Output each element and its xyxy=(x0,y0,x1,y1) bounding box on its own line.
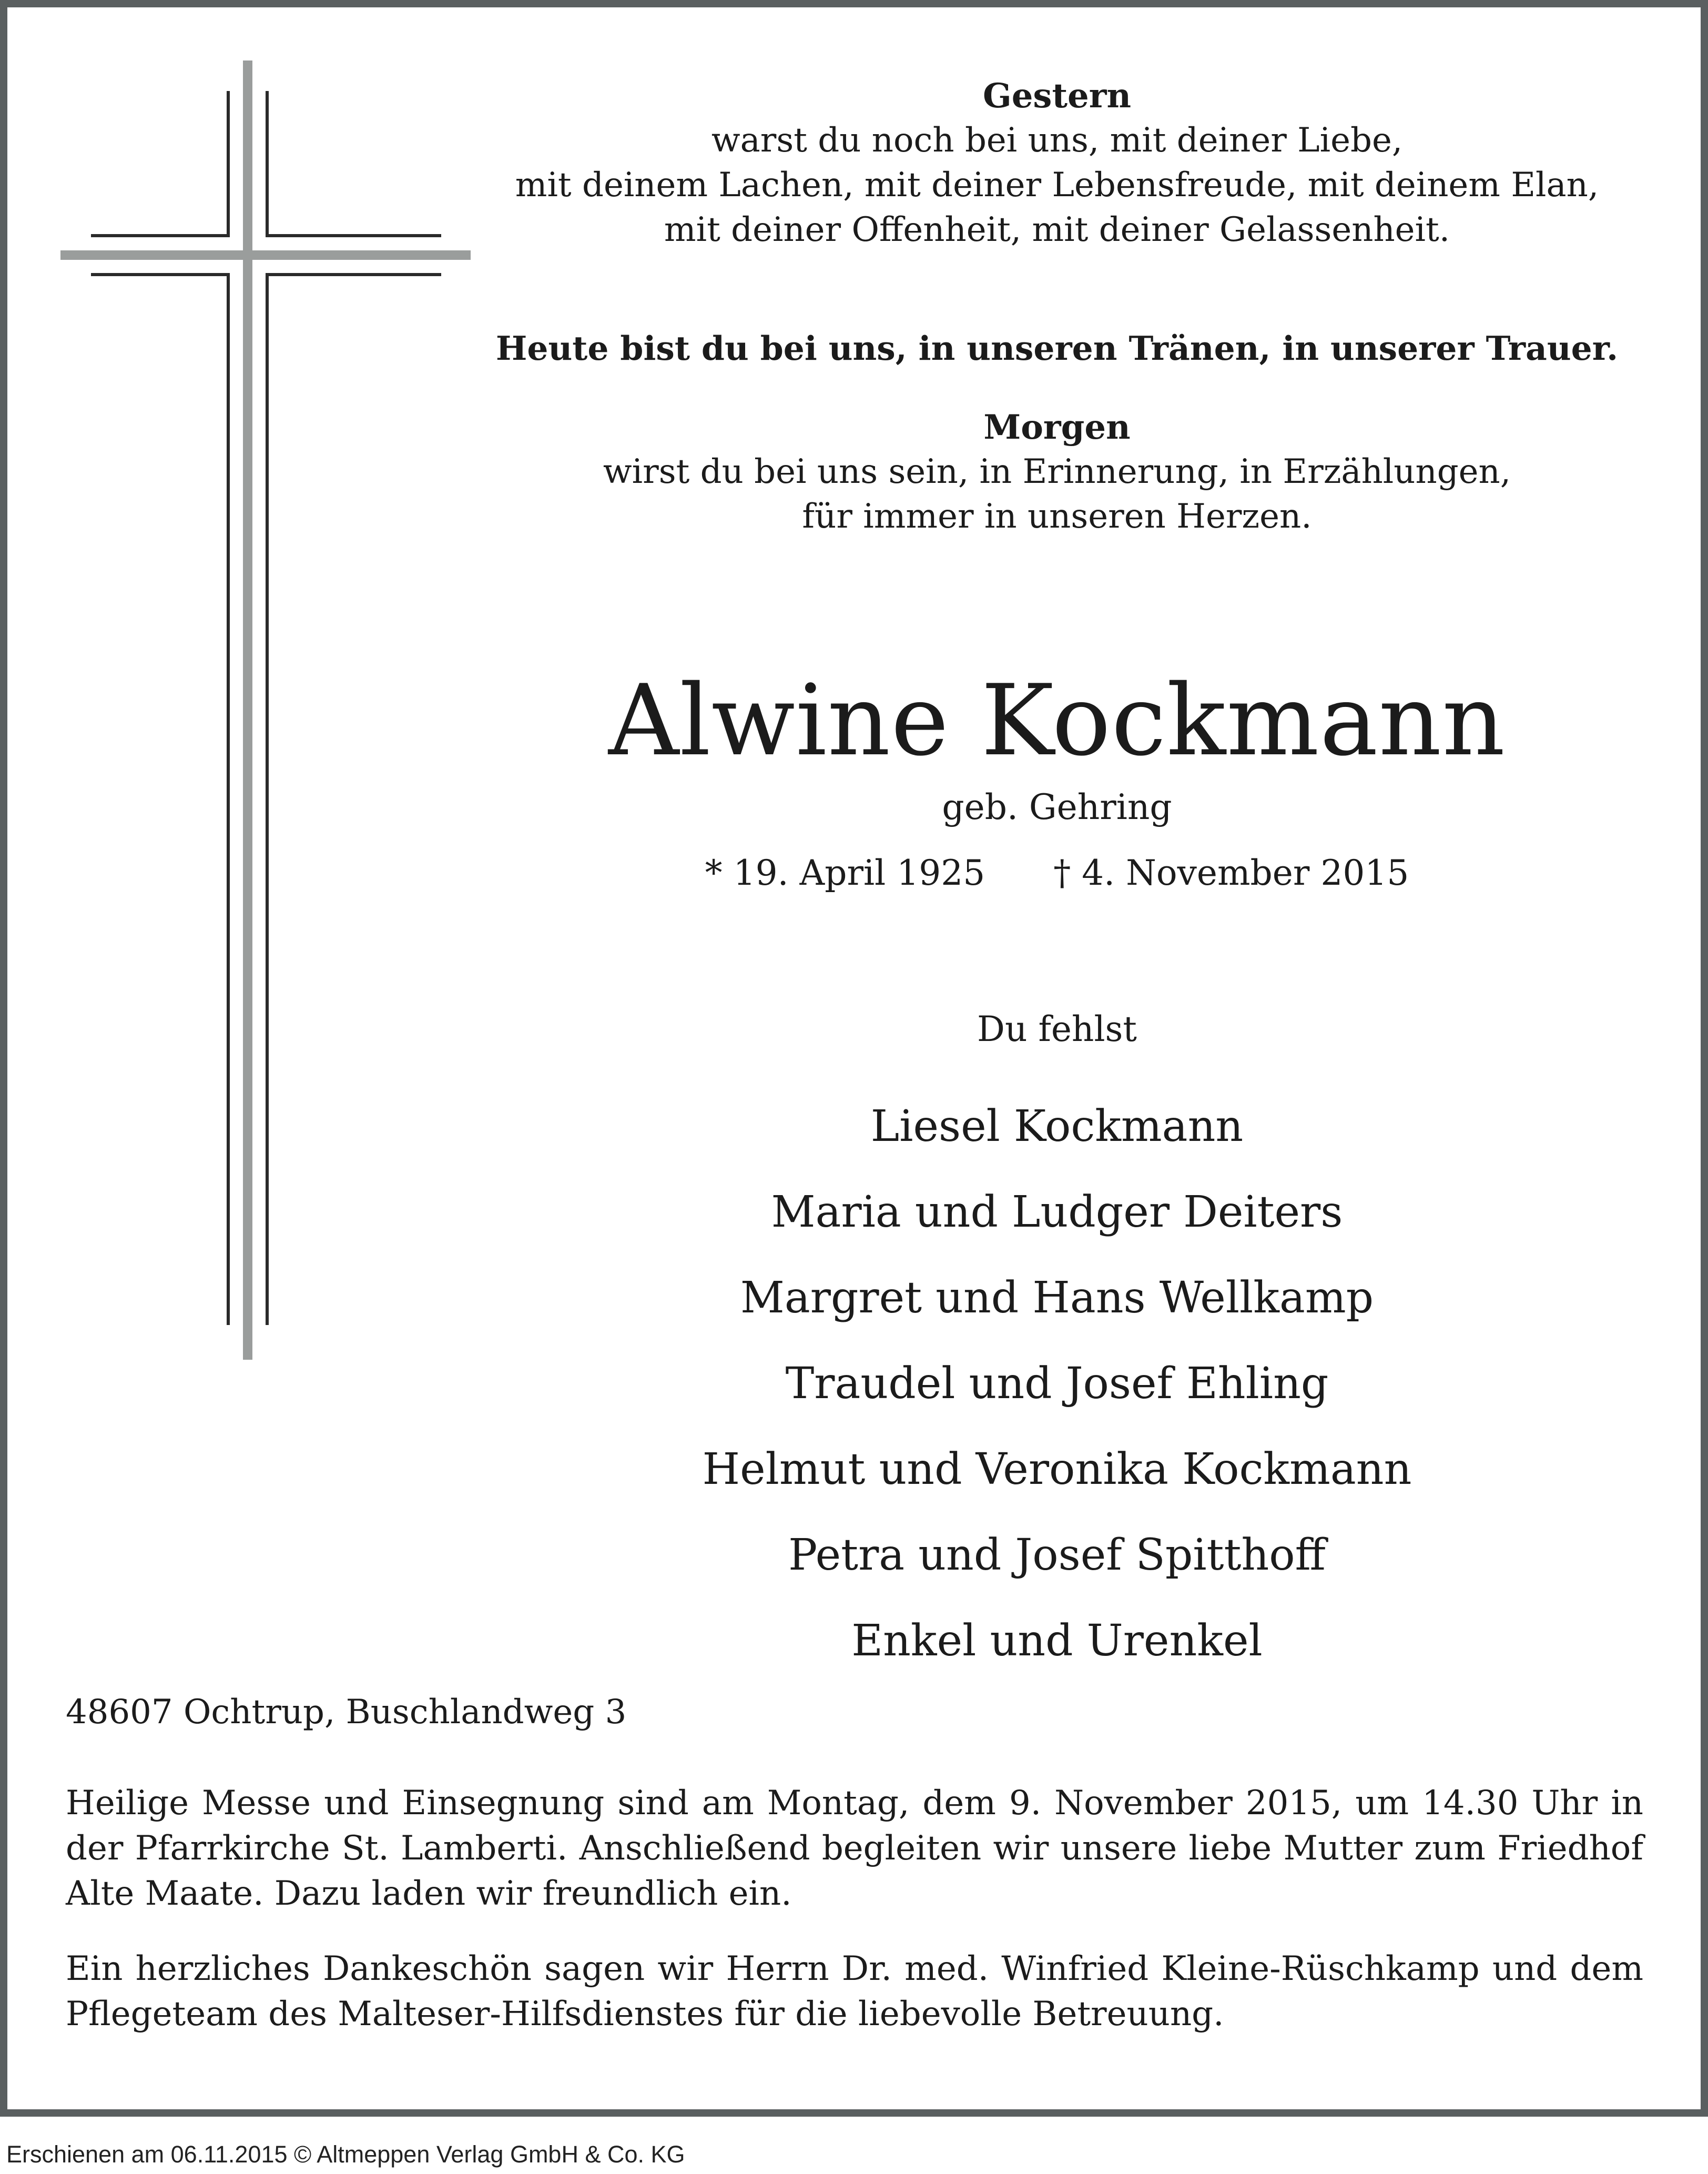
life-dates xyxy=(484,850,1630,897)
poem-line: wirst du bei uns sein, in Erinnerung, in Erzählungen, xyxy=(603,452,1511,491)
poem-heading-morgen: Morgen xyxy=(983,408,1131,447)
service-announcement: Heilige Messe und Einsegnung sind am Montag, dem 9. November 2015, um 14.30 Uhr in der Pfarrkirche St. Lamberti. Anschließend begleiten wir unsere liebe Mutter zum Friedhof Alte Maate. Dazu laden wir freundlich ein. xyxy=(66,1784,1643,1913)
mourners-list xyxy=(484,1084,1630,1684)
publication-footer: Erschienen am 06.11.2015 © Altmeppen Verlag GmbH & Co. KG xyxy=(6,2141,685,2168)
mourner-name: Petra und Josef Spitthoff xyxy=(788,1530,1326,1580)
poem-heute: Heute bist du bei uns, in unseren Tränen, in unserer Trauer. xyxy=(495,329,1619,368)
poem-line: mit deinem Lachen, mit deiner Lebensfreude, mit deinem Elan, xyxy=(515,166,1599,205)
mourner-name: Enkel und Urenkel xyxy=(851,1616,1263,1666)
thanks-note: Ein herzliches Dankeschön sagen wir Herrn Dr. med. Winfried Kleine-Rüschkamp und dem Pflegeteam des Malteser-Hilfsdienstes für die liebevolle Betreuung. xyxy=(66,1949,1643,2034)
poem-heading-gestern: Gestern xyxy=(983,76,1131,116)
poem-morgen xyxy=(484,405,1630,539)
mourner-name: Liesel Kockmann xyxy=(870,1101,1244,1151)
mourner-name: Margret und Hans Wellkamp xyxy=(740,1273,1374,1323)
mourner-name: Traudel und Josef Ehling xyxy=(785,1359,1329,1409)
poem-gestern xyxy=(484,74,1630,252)
mourner-name: Maria und Ludger Deiters xyxy=(771,1187,1343,1237)
mourner-name: Helmut und Veronika Kockmann xyxy=(702,1444,1412,1494)
birth-date: * 19. April 1925 xyxy=(705,853,985,893)
deceased-name: Alwine Kockmann xyxy=(608,663,1506,777)
cross-icon xyxy=(60,60,471,1360)
death-date: † 4. November 2015 xyxy=(1053,853,1409,893)
poem-line: warst du noch bei uns, mit deiner Liebe, xyxy=(711,121,1403,160)
maiden-name: geb. Gehring xyxy=(942,787,1172,827)
family-address: 48607 Ochtrup, Buschlandweg 3 xyxy=(66,1693,627,1732)
poem-line: für immer in unseren Herzen. xyxy=(802,497,1312,536)
poem-line: mit deiner Offenheit, mit deiner Gelassenheit. xyxy=(664,210,1450,249)
mourners-intro: Du fehlst xyxy=(977,1009,1137,1049)
